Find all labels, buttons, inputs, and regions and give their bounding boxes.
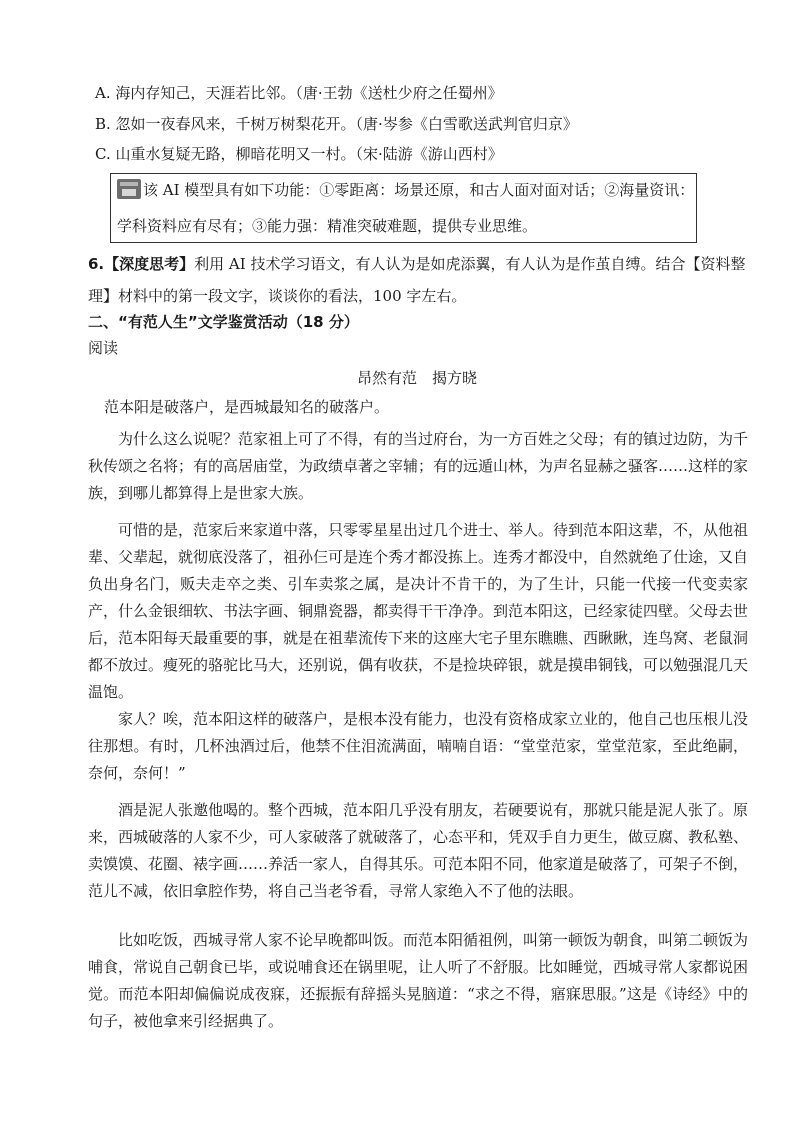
read-label: 阅读 xyxy=(88,339,119,357)
article-paragraph-1: 范本阳是破落户，是西城最知名的破落户。 xyxy=(104,398,390,416)
section-2-heading: 二、“有范人生”文学鉴赏活动（18 分） xyxy=(88,313,359,331)
article-paragraph-2: 为什么这么说呢？范家祖上可了不得，有的当过府台，为一方百姓之父母；有的镇过边防，为千秋传颂之名将；有的高居庙堂，为政绩卓著之宰辅；有的远遁山林，为声名显赫之骚客……这样的家族，到哪儿都算得上是世家大族。 xyxy=(88,430,749,502)
ai-box-line-1: 该 AI 模型具有如下功能：①零距离：场景还原，和古人面对面对话；②海量资讯： xyxy=(143,181,695,199)
article-paragraph-4: 家人？唉，范本阳这样的破落户，是根本没有能力，也没有资格成家立业的，他自己也压根儿没往那想。有时，几杯浊酒过后，他禁不住泪流满面，喃喃自语：“堂堂范家，堂堂范家，至此绝嗣，奈何，奈何！” xyxy=(88,710,749,782)
ai-feature-box xyxy=(110,173,697,243)
article-paragraph-5: 酒是泥人张邀他喝的。整个西城，范本阳几乎没有朋友，若硬要说有，那就只能是泥人张了。原来，西城破落的人家不少，可人家破落了就破落了，心态平和，凭双手自力更生，做豆腐、教私塾、卖馍馍、花圈、裱字画……养活一家人，自得其乐。可范本阳不同，他家道是破落了，可架子不倒，范儿不减，依旧拿腔作势，将自己当老爷看，寻常人家绝入不了他的法眼。 xyxy=(88,801,749,900)
option-b: B. 忽如一夜春风来，千树万树梨花开。（唐·岑参《白雪歌送武判官归京》 xyxy=(95,115,578,133)
option-a: A. 海内存知己，天涯若比邻。（唐·王勃《送杜少府之任蜀州》 xyxy=(95,84,503,102)
ai-box-line-2: 学科资料应有尽有；③能力强：精准突破难题，提供专业思维。 xyxy=(117,217,538,235)
question-6-line-2: 理】材料中的第一段文字，谈谈你的看法，100 字左右。 xyxy=(88,287,467,305)
article-paragraph-3: 可惜的是，范家后来家道中落，只零零星星出过几个进士、举人。待到范本阳这辈，不，从他祖辈、父辈起，就彻底没落了，祖孙仨可是连个秀才都没拣上。连秀才都没中，自然就绝了仕途，又自负出身名门，贩夫走卒之类、引车卖浆之属，是决计不肯干的，为了生计，只能一代接一代变卖家产，什么金银细软、书法字画、铜鼎瓷器，都卖得干干净净。到范本阳这，已经家徒四壁。父母去世后，范本阳每天最重要的事，就是在祖辈流传下来的这座大宅子里东瞧瞧、西瞅瞅，连鸟窝、老鼠洞都不放过。瘦死的骆驼比马大，还别说，偶有收获，不是捡块碎银，就是摸串铜钱，可以勉强混几天温饱。 xyxy=(88,521,749,701)
article-title: 昂然有范 揭方晓 xyxy=(356,369,477,387)
question-6-text-1: 利用 AI 技术学习语文，有人认为是如虎添翼，有人认为是作茧自缚。结合【资料整 xyxy=(194,255,746,273)
ai-model-icon xyxy=(117,179,141,199)
option-c: C. 山重水复疑无路，柳暗花明又一村。（宋·陆游《游山西村》 xyxy=(95,145,503,163)
article-paragraph-6: 比如吃饭，西城寻常人家不论早晚都叫饭。而范本阳循祖例，叫第一顿饭为朝食，叫第二顿饭为哺食，常说自己朝食已毕，或说哺食还在锅里呢，让人听了不舒服。比如睡觉，西城寻常人家都说困觉。而范本阳却偏偏说成夜寐，还振振有辞摇头晃脑道：“求之不得，寤寐思服。”这是《诗经》中的句子，被他拿来引经据典了。 xyxy=(88,931,749,1030)
question-6-line-1 xyxy=(88,253,745,275)
question-6-tag: 【深度思考】 xyxy=(104,255,195,273)
question-6-number: 6. xyxy=(88,255,105,273)
